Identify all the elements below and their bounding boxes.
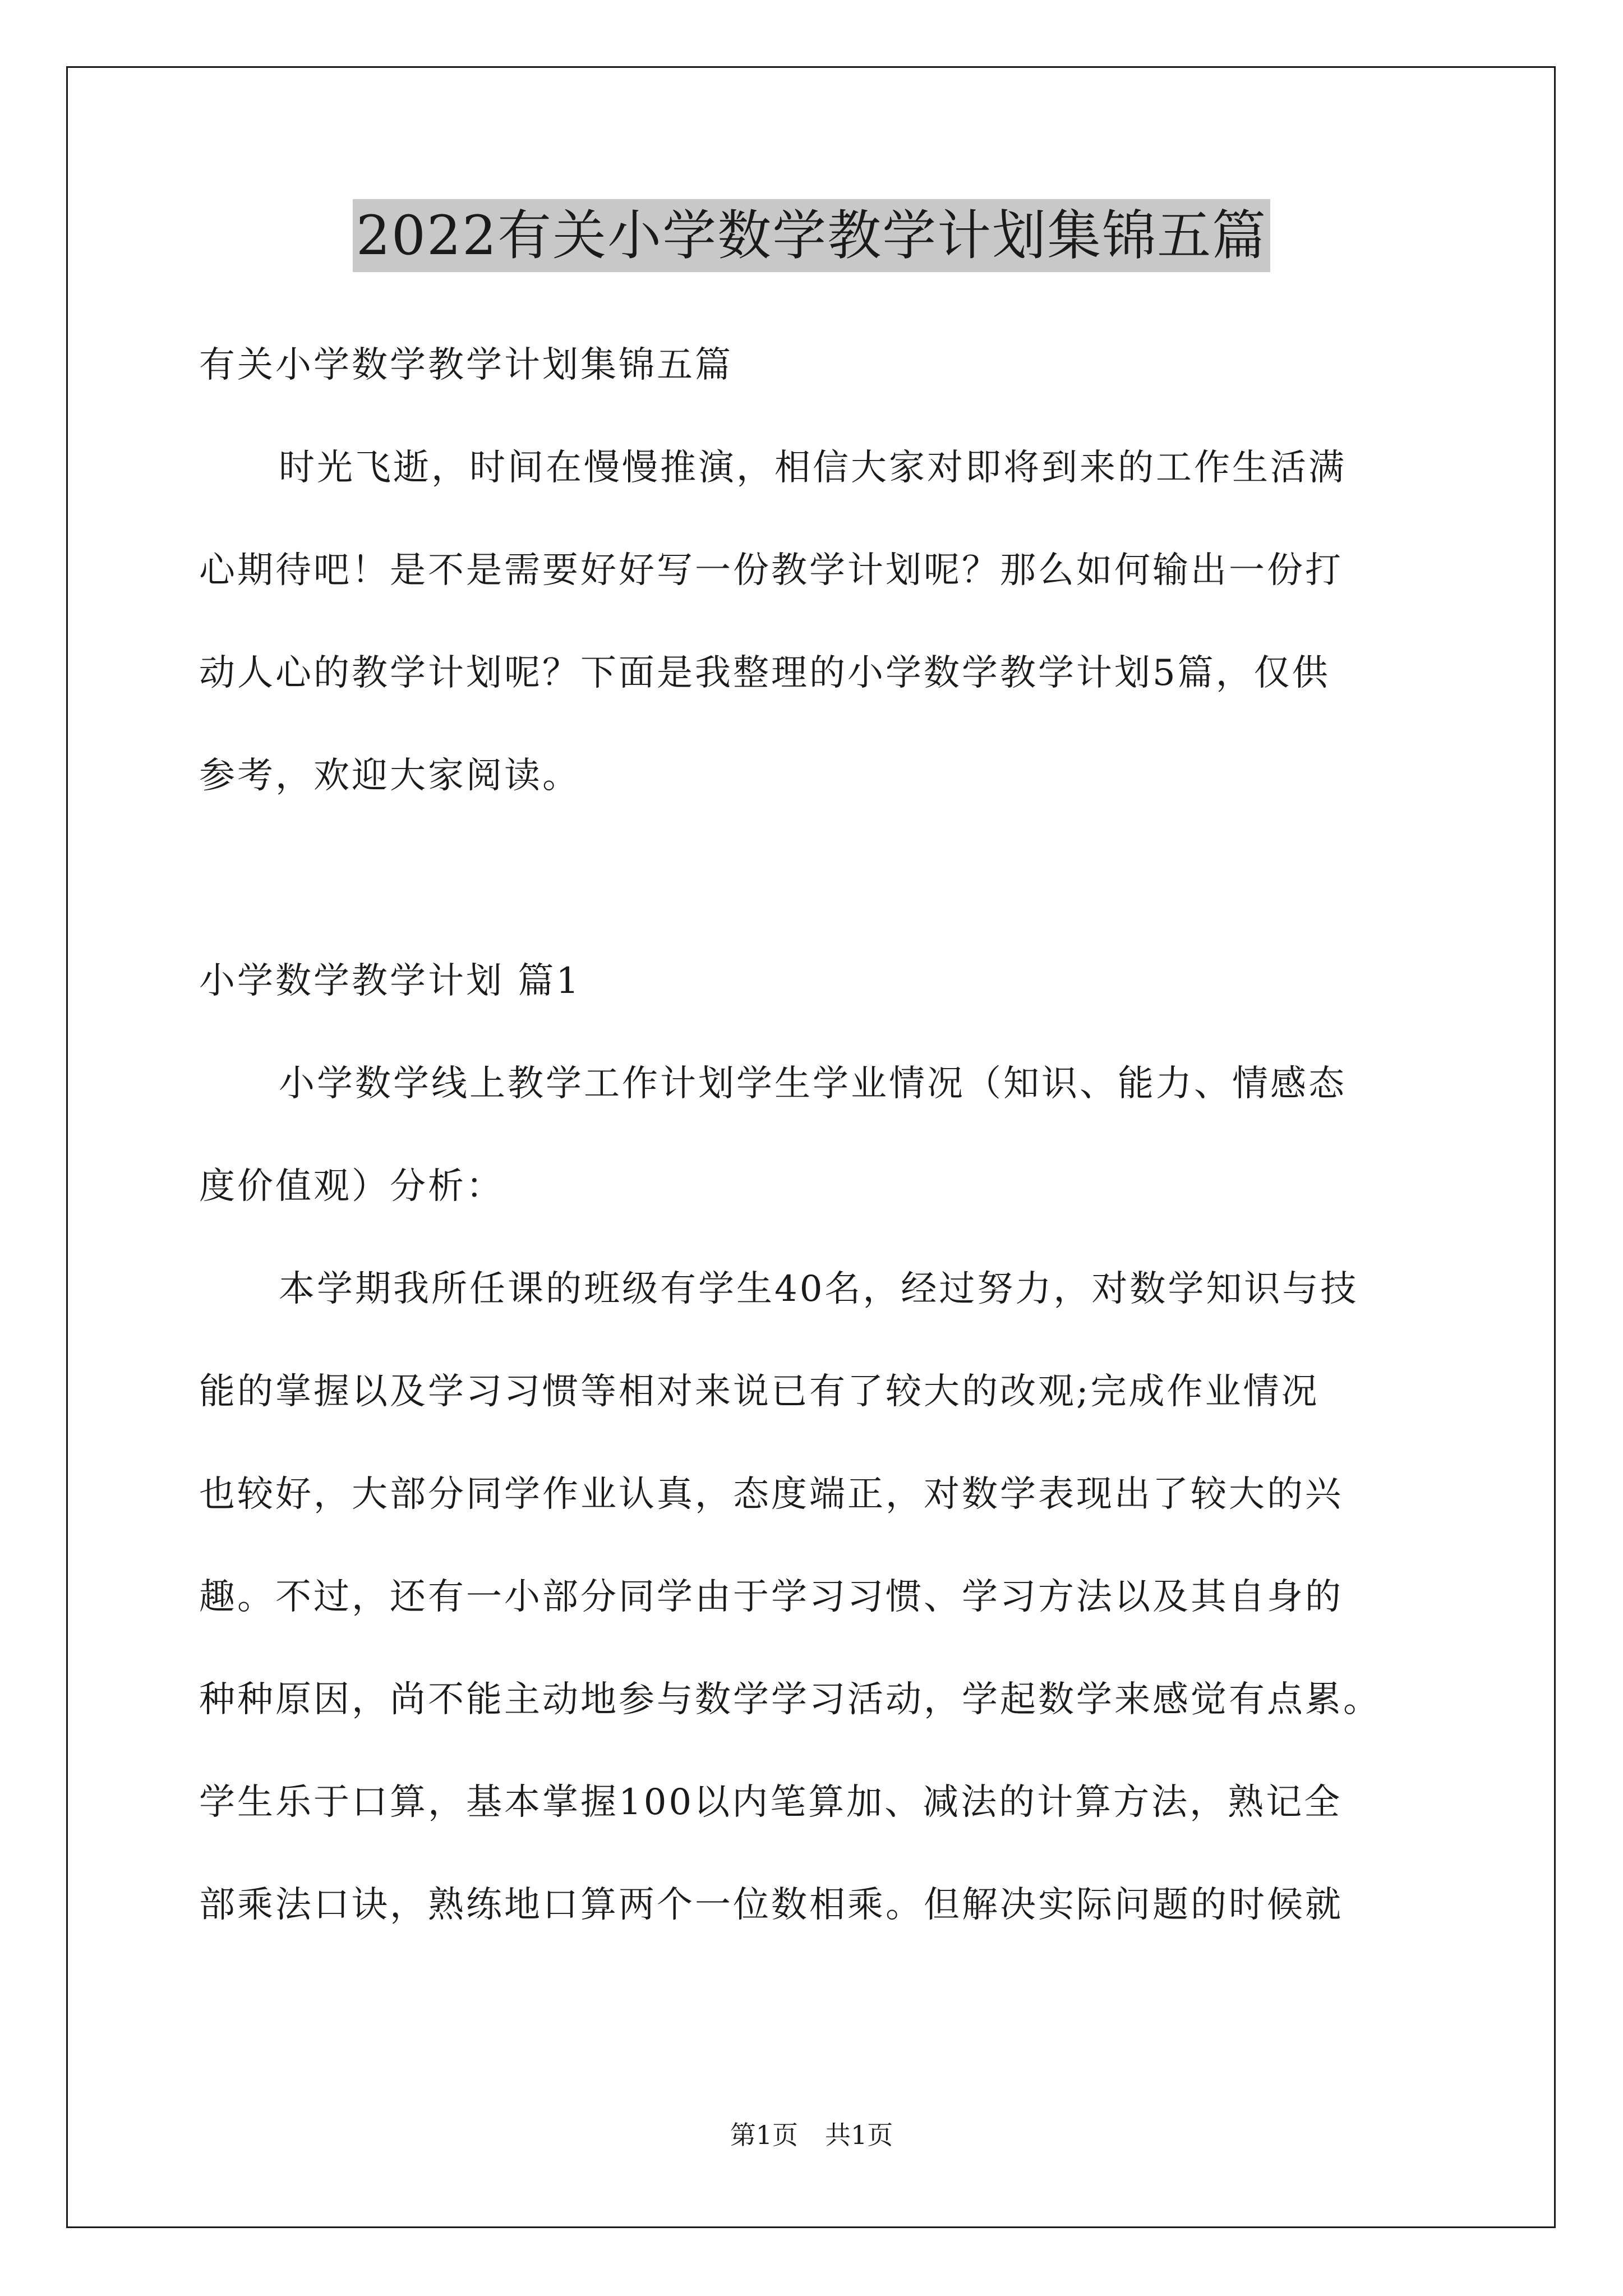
paragraph-line: 小学数学线上教学工作计划学生学业情况（知识、能力、情感态	[279, 1063, 1347, 1105]
paragraph-line: 部乘法口诀，熟练地口算两个一位数相乘。但解决实际问题的时候就	[199, 1884, 1343, 1926]
page-number: 第1页	[730, 2120, 798, 2150]
title-container	[0, 199, 1623, 272]
page-total: 共1页	[825, 2120, 893, 2150]
paragraph-line: 动人心的教学计划呢？下面是我整理的小学数学教学计划5篇，仅供	[199, 652, 1330, 694]
document-body	[199, 314, 1433, 1957]
paragraph-line: 趣。不过，还有一小部分同学由于学习习惯、学习方法以及其自身的	[199, 1576, 1343, 1618]
paragraph-line: 心期待吧！是不是需要好好写一份教学计划呢？那么如何输出一份打	[199, 550, 1343, 591]
section-heading: 小学数学教学计划 篇1	[199, 960, 582, 1002]
paragraph-line: 也较好，大部分同学作业认真，态度端正，对数学表现出了较大的兴	[199, 1474, 1343, 1515]
paragraph-line: 本学期我所任课的班级有学生40名，经过努力，对数学知识与技	[279, 1268, 1359, 1310]
paragraph-line: 学生乐于口算，基本掌握100以内笔算加、减法的计算方法，熟记全	[199, 1782, 1343, 1823]
paragraph-line: 时光飞逝，时间在慢慢推演，相信大家对即将到来的工作生活满	[279, 447, 1347, 489]
subtitle-line: 有关小学数学教学计划集锦五篇	[199, 344, 733, 386]
document-title: 2022有关小学数学教学计划集锦五篇	[353, 199, 1270, 272]
page-footer	[0, 2115, 1623, 2152]
paragraph-line: 能的掌握以及学习习惯等相对来说已有了较大的改观;完成作业情况	[199, 1371, 1320, 1412]
paragraph-line: 度价值观）分析：	[199, 1166, 504, 1207]
paragraph-line: 种种原因，尚不能主动地参与数学学习活动，学起数学来感觉有点累。	[199, 1679, 1381, 1720]
paragraph-line: 参考，欢迎大家阅读。	[199, 755, 580, 797]
paragraph-gap	[199, 827, 1433, 930]
